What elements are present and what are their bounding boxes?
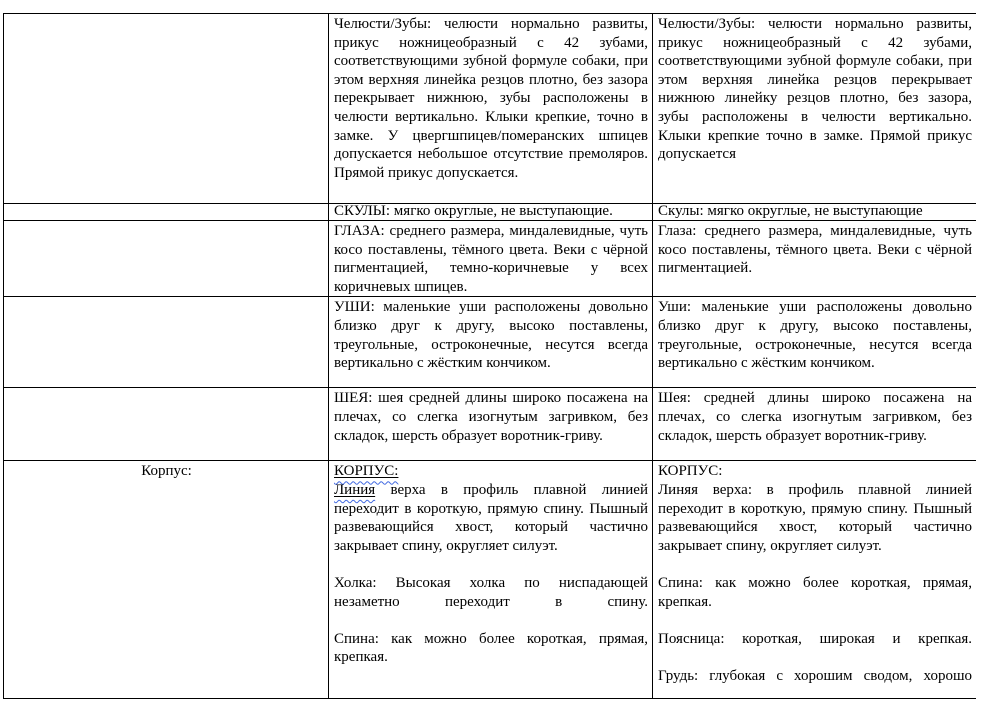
paragraph: Челюсти/Зубы: челюсти нормально развиты, прикус ножницеобразный с 42 зубами, соответствующими зубной формуле собаки, при этом верхняя линейка резцов плотно, без зазора перекрывает нижнюю, зубы расположены в челюсти вертикально. Клыки крепкие, точно в замке. У цвергшпицев/померанских шпицев допускается небольшое отсутствие премоляров. Прямой прикус допускается. <box>334 16 648 181</box>
cell-r2-c2[interactable] <box>329 204 653 221</box>
table-row-5 <box>4 388 977 461</box>
paragraph: ГЛАЗА: среднего размера, миндалевидные, чуть косо поставлены, тёмного цвета. Веки с чёрной пигментацией, темно-коричневые у всех коричневых шпицев. <box>334 223 648 295</box>
paragraph <box>658 555 972 574</box>
paragraph: Скулы: мягко округлые, не выступающие <box>658 203 923 219</box>
paragraph <box>658 611 972 630</box>
cell-r5-c1[interactable] <box>4 388 329 461</box>
paragraph <box>334 462 648 481</box>
cell-r1-c3[interactable] <box>653 14 977 204</box>
paragraph: УШИ: маленькие уши расположены довольно близко друг к другу, высоко поставлены, треугольные, остроконечные, несутся всегда вертикально с жёстким кончиком. <box>334 299 648 372</box>
spellcheck-squiggle: Линия <box>334 481 376 498</box>
cell-r1-c1[interactable] <box>4 14 329 204</box>
paragraph: Спина: как можно более короткая, прямая, крепкая. <box>658 574 972 610</box>
cell-r1-c2[interactable] <box>329 14 653 204</box>
paragraph: Холка: Высокая холка по ниспадающей незаметно переходит в спину. <box>334 574 648 610</box>
paragraph: Поясница: короткая, широкая и крепкая. <box>658 630 972 647</box>
table-row-3 <box>4 221 977 297</box>
paragraph: Линяя верха: в профиль плавной линией переходит в короткую, прямую спину. Пышный развевающийся хвост, который частично закрывает спину, округляет силуэт. <box>658 481 972 554</box>
paragraph: Спина: как можно более короткая, прямая, крепкая. <box>334 630 648 666</box>
cell-r5-c2[interactable] <box>329 388 653 461</box>
cell-r4-c3[interactable] <box>653 297 977 388</box>
paragraph: Грудь: глубокая с хорошим сводом, хорошо <box>658 667 972 684</box>
cell-r3-c2[interactable] <box>329 221 653 297</box>
cell-r2-c3[interactable] <box>653 204 977 221</box>
cell-r6-c2[interactable] <box>329 461 653 699</box>
table-row-2 <box>4 204 977 221</box>
spellcheck-squiggle: КОРПУС: <box>334 463 399 480</box>
cell-r4-c2[interactable] <box>329 297 653 388</box>
cell-r5-c3[interactable] <box>653 388 977 461</box>
paragraph: Линия верха в профиль плавной линией переходит в короткую, прямую спину. Пышный развевающийся хвост, который частично закрывает спину, округляет силуэт. <box>334 481 648 554</box>
paragraph: ШЕЯ: шея средней длины широко посажена на плечах, со слегка изогнутым загривком, без складок, шерсть образует воротник-гриву. <box>334 390 648 444</box>
cell-r4-c1[interactable] <box>4 297 329 388</box>
paragraph: Шея: средней длины широко посажена на плечах, со слегка изогнутым загривком, без складок, шерсть образует воротник-гриву. <box>658 390 972 444</box>
paragraph: Глаза: среднего размера, миндалевидные, чуть косо поставлены, тёмного цвета. Веки с чёрной пигментацией. <box>658 223 972 277</box>
paragraph: КОРПУС: <box>658 463 723 480</box>
cell-r3-c1[interactable] <box>4 221 329 297</box>
table-body <box>4 14 977 700</box>
paragraph: Челюсти/Зубы: челюсти нормально развиты, прикус ножницеобразный с 42 зубами, соответствующими зубной формуле собаки, при этом верхняя линейка резцов перекрывает нижнюю линейку резцов плотно, без зазора, зубы расположены в челюсти вертикально. Клыки крепкие точно в замке. Прямой прикус допускается <box>658 16 972 163</box>
paragraph <box>334 611 648 630</box>
table-row-1 <box>4 14 977 204</box>
paragraph: Уши: маленькие уши расположены довольно близко друг к другу, высоко поставлены, треугольные, остроконечные, несутся всегда вертикально с жёстким кончиком. <box>658 299 972 372</box>
breed-standard-table <box>3 13 976 699</box>
underlined-term <box>334 482 375 498</box>
table-viewport <box>3 13 976 699</box>
table-row-4 <box>4 297 977 388</box>
cell-r3-c3[interactable] <box>653 221 977 297</box>
cell-r6-c3[interactable] <box>653 461 977 699</box>
cell-r2-c1[interactable] <box>4 204 329 221</box>
paragraph <box>658 648 972 667</box>
table-row-6 <box>4 461 977 699</box>
cell-r6-c1[interactable] <box>4 461 329 699</box>
paragraph <box>334 555 648 574</box>
paragraph: Корпус: <box>141 463 192 480</box>
paragraph: СКУЛЫ: мягко округлые, не выступающие. <box>334 203 613 219</box>
underlined-term <box>334 463 398 479</box>
